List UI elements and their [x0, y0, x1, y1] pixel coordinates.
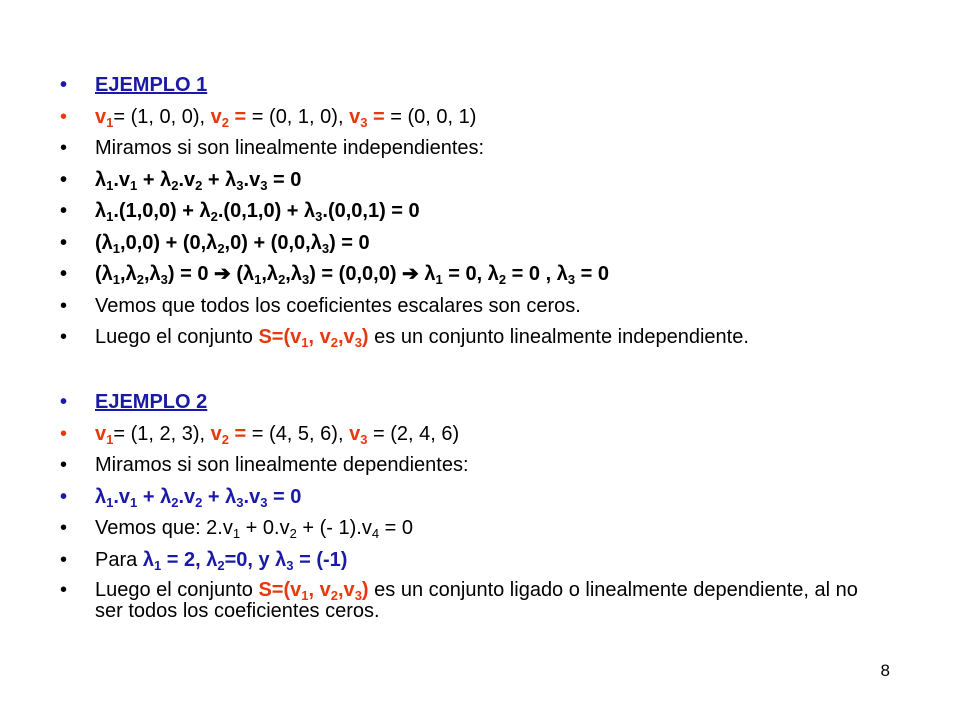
bullet-icon: • — [60, 137, 68, 159]
sub: 2 — [210, 209, 218, 224]
set-s: ,v — [338, 326, 355, 348]
bullet-icon: • — [60, 391, 68, 413]
sub: 1 — [106, 177, 114, 193]
example-1-check — [60, 137, 940, 160]
bullet-icon: • — [60, 454, 68, 476]
lambda: λ — [487, 263, 499, 285]
term: .(0,0,1) = 0 — [322, 200, 420, 222]
example-1-expansion — [60, 200, 940, 223]
sub: 2 — [330, 588, 338, 603]
sub: 1 — [301, 588, 309, 603]
v: .v — [178, 168, 196, 191]
arrow-right-icon: ➔ — [402, 263, 419, 285]
sub: 2 — [136, 272, 144, 287]
arrow-right-icon: ➔ — [214, 263, 231, 285]
example-1-solution — [60, 263, 940, 286]
term: ) = 0 — [329, 231, 370, 254]
example-1-title-text: EJEMPLO 1 — [95, 74, 208, 96]
equals-zero: = 0 — [267, 168, 302, 191]
sub: 1 — [130, 494, 138, 510]
lambda: λ — [95, 200, 107, 222]
example-2-title — [60, 391, 940, 414]
v: .v — [113, 168, 131, 191]
bullet-icon: • — [60, 200, 68, 222]
example-1-vectors — [60, 106, 940, 129]
lambda: λ — [199, 200, 211, 222]
bullet-icon: • — [60, 579, 68, 601]
sub: 2 — [171, 494, 179, 510]
v3-eq: = — [367, 105, 385, 128]
term: ) = 0 — [167, 263, 215, 285]
sub: 3 — [260, 177, 268, 193]
lambda: λ — [225, 485, 237, 508]
example-1-linear-combination — [60, 169, 940, 192]
v2-subscript: 2 — [221, 114, 229, 130]
v: .v — [178, 485, 196, 508]
page-number: 8 — [880, 661, 890, 680]
term: + (- 1).v — [296, 517, 372, 539]
lambda: λ — [95, 485, 107, 508]
example-2-conclusion — [60, 580, 885, 622]
sub: 2 — [498, 272, 507, 287]
term: ) = (0,0,0) — [309, 263, 403, 285]
lambda: λ — [206, 548, 218, 571]
term: .(1,0,0) + — [113, 200, 200, 222]
sub: 3 — [236, 494, 244, 510]
note-text: Vemos que todos los coeficientes escalares son ceros. — [95, 294, 581, 317]
sub: 1 — [112, 240, 121, 256]
sub: 2 — [195, 177, 203, 193]
example-2-title-text: EJEMPLO 2 — [95, 391, 208, 413]
term: (λ — [95, 231, 113, 254]
sub: 1 — [106, 209, 114, 224]
sub: 3 — [286, 557, 294, 573]
example-1-tuples — [60, 232, 940, 255]
term: Para — [95, 548, 143, 571]
v1-value: = (1, 0, 0), — [113, 105, 211, 128]
example-2-vemos — [60, 517, 940, 540]
example-1-title — [60, 74, 940, 97]
plus: + — [202, 485, 226, 508]
lambda: λ — [424, 263, 436, 285]
lambda: λ — [160, 168, 172, 191]
set-s: ) — [361, 326, 369, 348]
v2-value: = (0, 1, 0), — [246, 105, 350, 128]
bullet-icon: • — [60, 548, 68, 571]
sub: 1 — [301, 335, 309, 350]
v3-subscript: 3 — [360, 114, 368, 130]
example-2-linear-combination — [60, 486, 940, 509]
set-s: ) — [361, 579, 369, 601]
check-text: Miramos si son linealmente independientes: — [95, 137, 485, 159]
sub: 1 — [112, 272, 121, 287]
plus: + — [202, 168, 226, 191]
example-1-note — [60, 295, 940, 318]
conclusion-post: es un conjunto ligado o linealmente dependiente, al no ser todos los coeficientes ceros. — [95, 579, 858, 622]
term: = 0, — [442, 263, 488, 285]
bullet-icon: • — [60, 168, 68, 191]
sub: 3 — [301, 272, 310, 287]
v: .v — [243, 485, 261, 508]
check-text: Miramos si son linealmente dependientes: — [95, 454, 469, 476]
bullet-icon: • — [60, 326, 68, 348]
term: ,0,0) + (0,λ — [120, 231, 218, 254]
term: ,λ — [120, 263, 137, 285]
sub: 1 — [153, 557, 162, 573]
sub: 2 — [217, 240, 225, 256]
v3-symbol: v — [349, 422, 361, 445]
term: + 0.v — [240, 517, 290, 539]
bullet-icon: • — [60, 263, 68, 285]
v2-symbol: v — [210, 105, 222, 128]
lambda: λ — [556, 263, 568, 285]
sub: 3 — [315, 209, 323, 224]
example-2 — [60, 391, 940, 631]
conclusion-pre: Luego el conjunto — [95, 579, 259, 601]
term: ,0) + (0,0,λ — [224, 231, 322, 254]
sub: 2 — [195, 494, 203, 510]
lambda: λ — [275, 548, 287, 571]
set-s: S=(v — [258, 579, 302, 601]
term: .(0,1,0) + — [217, 200, 305, 222]
v1-subscript: 1 — [106, 431, 114, 447]
v1-symbol: v — [95, 105, 107, 128]
v3-symbol: v — [349, 105, 361, 128]
example-1-conclusion — [60, 326, 940, 349]
v: .v — [113, 485, 131, 508]
lambda: λ — [142, 548, 154, 571]
sub: 3 — [354, 335, 362, 350]
sub: 2 — [171, 177, 179, 193]
v2-eq: = — [228, 105, 247, 128]
set-s: , v — [308, 326, 331, 348]
term: =0, y — [224, 548, 276, 571]
sub: 1 — [435, 272, 443, 287]
sub: 2 — [289, 526, 297, 541]
example-2-para — [60, 549, 940, 572]
set-s: S=(v — [258, 326, 302, 348]
example-2-check — [60, 454, 940, 477]
v2-subscript: 2 — [221, 431, 229, 447]
term: = (-1) — [293, 548, 348, 571]
sub: 1 — [130, 177, 138, 193]
term: = 0 — [575, 263, 609, 285]
bullet-icon: • — [60, 105, 68, 128]
v3-value: = (2, 4, 6) — [367, 422, 460, 445]
v2-value: = (4, 5, 6), — [246, 422, 350, 445]
term: (λ — [236, 263, 255, 285]
v1-symbol: v — [95, 422, 107, 445]
sub: 4 — [371, 526, 380, 541]
sub: 1 — [232, 526, 241, 541]
term: = 0 , — [506, 263, 557, 285]
sub: 1 — [106, 494, 114, 510]
sub: 3 — [160, 272, 168, 287]
set-s: , v — [308, 579, 331, 601]
v2-eq: = — [228, 422, 247, 445]
term: = 0 — [379, 517, 413, 539]
plus: + — [137, 168, 161, 191]
term: (λ — [95, 263, 113, 285]
v2-symbol: v — [210, 422, 222, 445]
sub: 3 — [354, 588, 362, 603]
term: Vemos que: 2.v — [95, 517, 233, 539]
v3-subscript: 3 — [360, 431, 368, 447]
sub: 3 — [567, 272, 576, 287]
v1-value: = (1, 2, 3), — [113, 422, 211, 445]
lambda: λ — [225, 168, 237, 191]
v: .v — [243, 168, 261, 191]
term: ,λ — [261, 263, 279, 285]
bullet-icon: • — [60, 231, 68, 254]
v1-subscript: 1 — [106, 114, 114, 130]
bullet-icon: • — [60, 422, 68, 445]
v3-value: = (0, 0, 1) — [384, 105, 477, 128]
lambda: λ — [160, 485, 172, 508]
term: = 2, — [161, 548, 207, 571]
conclusion-pre: Luego el conjunto — [95, 326, 259, 348]
bullet-icon: • — [60, 517, 68, 539]
sub: 3 — [260, 494, 268, 510]
lambda: λ — [304, 200, 316, 222]
sub: 2 — [217, 557, 225, 573]
conclusion-post: es un conjunto linealmente independiente. — [368, 326, 749, 348]
example-1 — [60, 74, 940, 358]
sub: 1 — [254, 272, 262, 287]
sub: 3 — [321, 240, 330, 256]
bullet-icon: • — [60, 485, 68, 508]
equals-zero: = 0 — [267, 485, 302, 508]
sub: 3 — [236, 177, 244, 193]
lambda: λ — [95, 168, 107, 191]
sub: 2 — [330, 335, 338, 350]
bullet-icon: • — [60, 294, 68, 317]
term: ,λ — [285, 263, 302, 285]
sub: 2 — [278, 272, 286, 287]
example-2-vectors — [60, 423, 940, 446]
plus: + — [137, 485, 161, 508]
term: ,λ — [143, 263, 161, 285]
bullet-icon: • — [60, 74, 68, 96]
set-s: ,v — [338, 579, 355, 601]
